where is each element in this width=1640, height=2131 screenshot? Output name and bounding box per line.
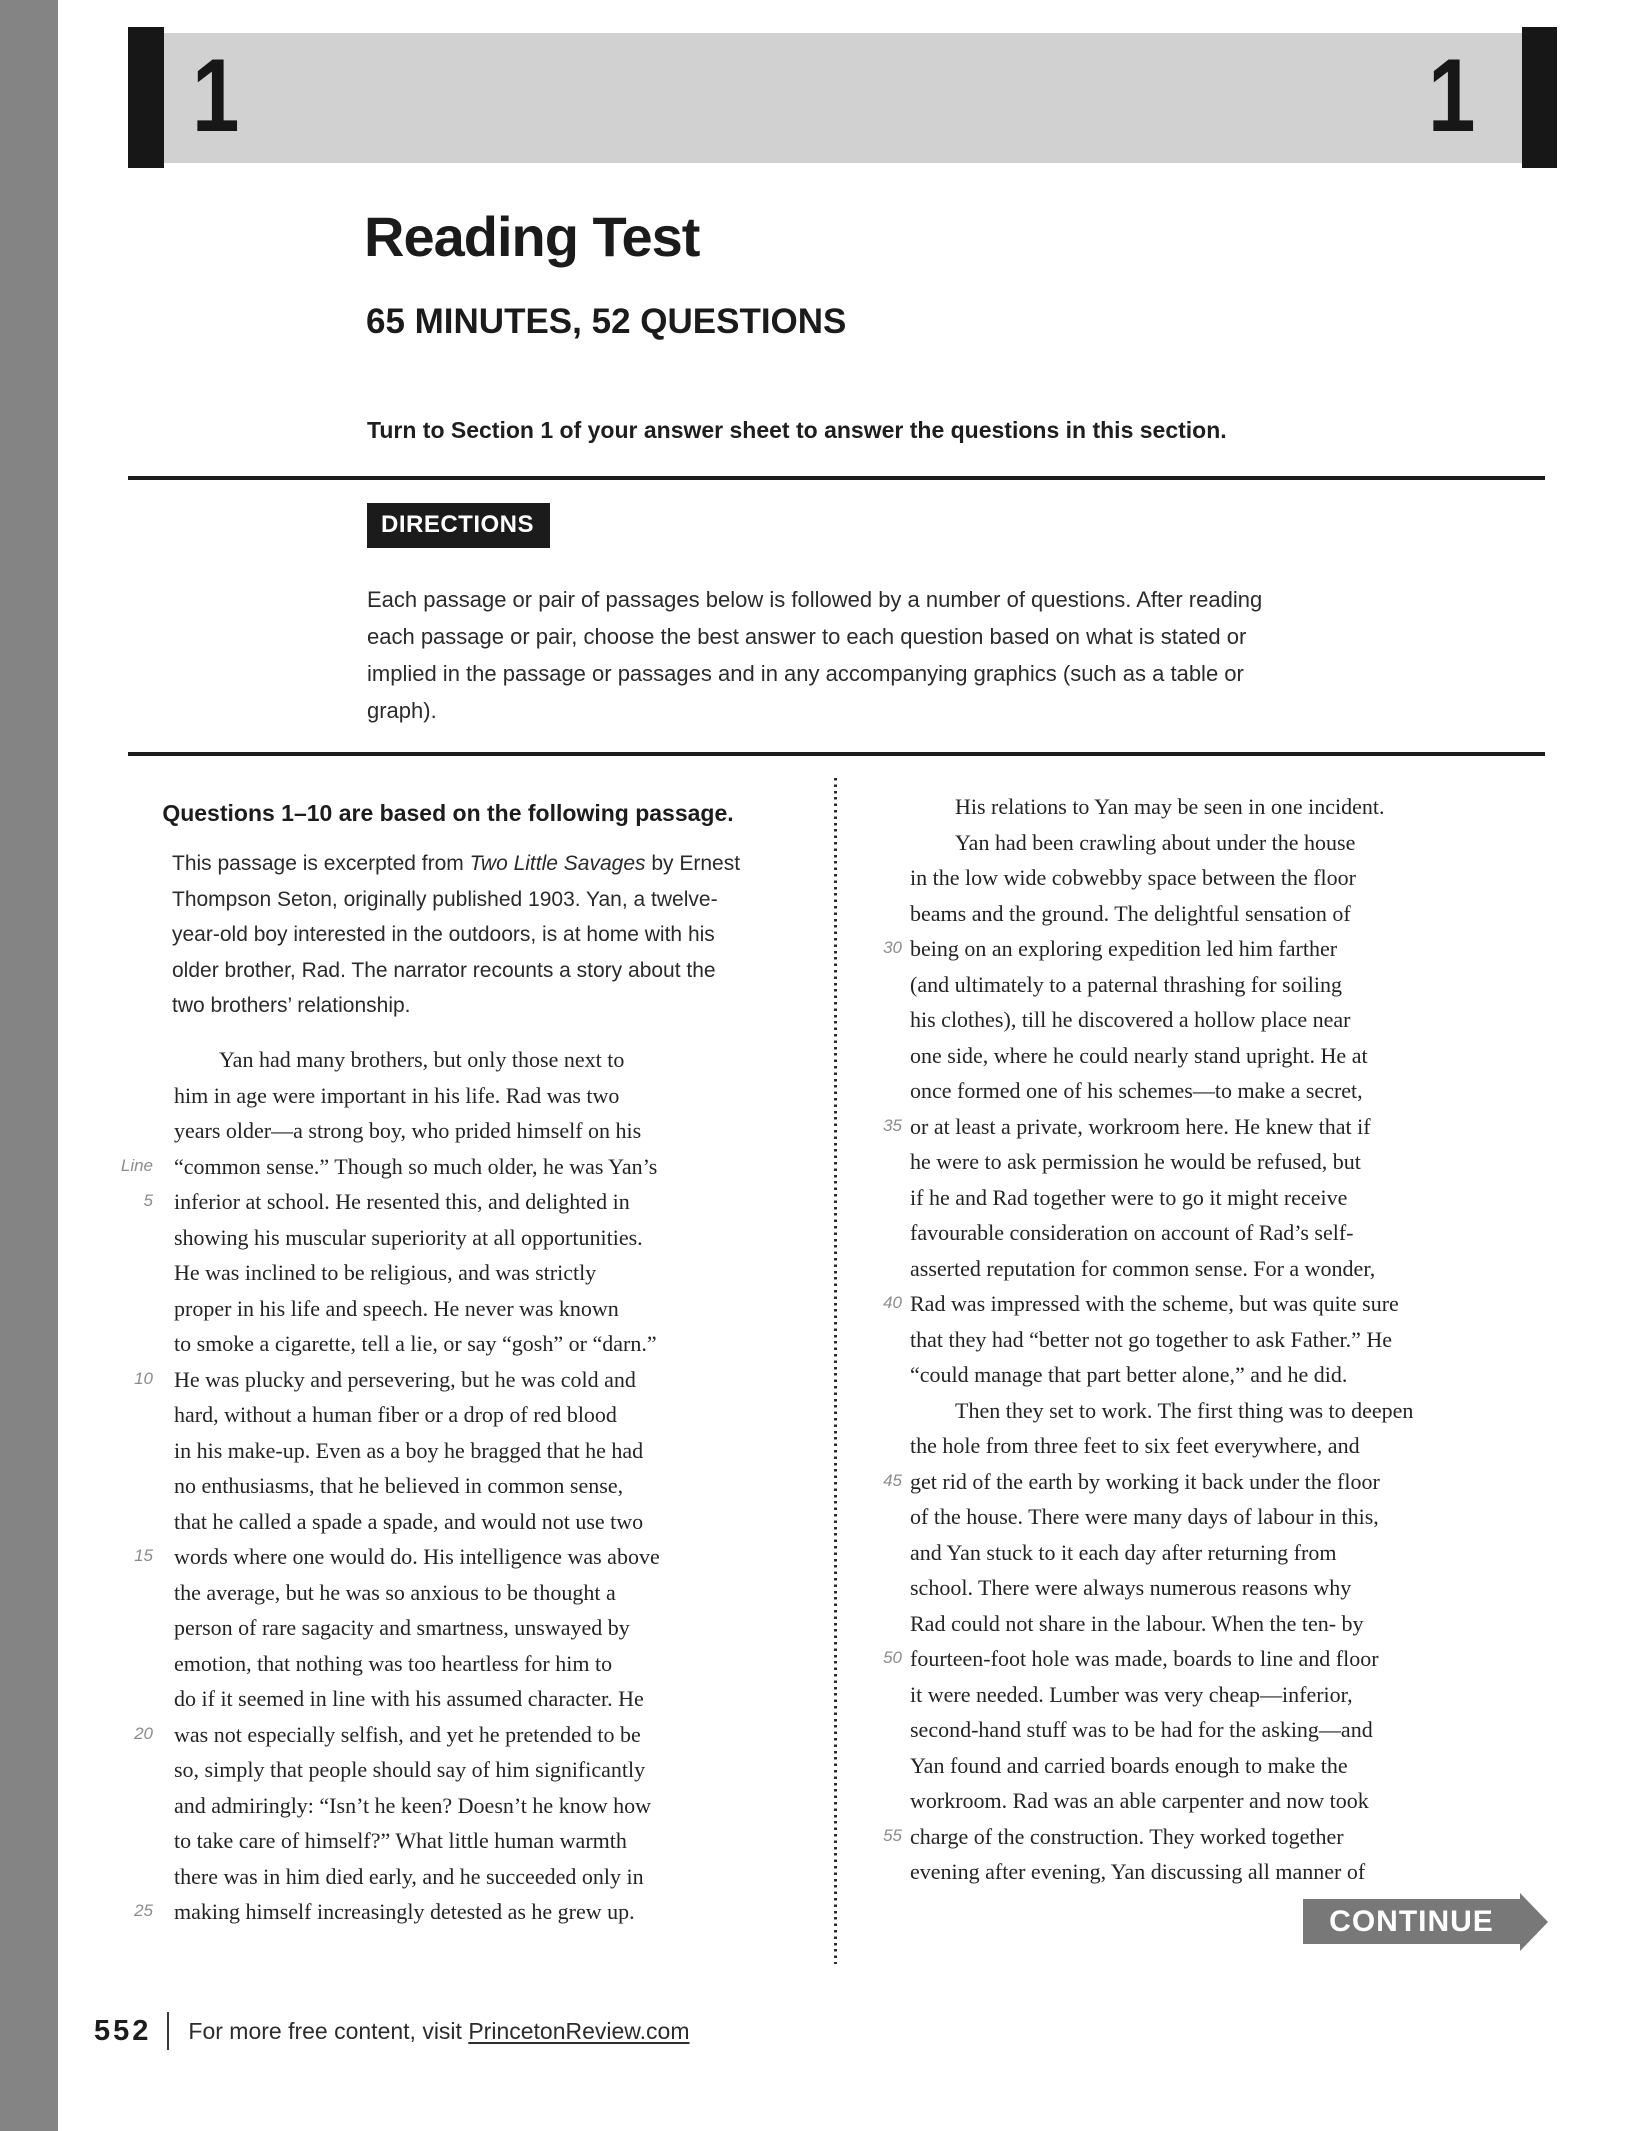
passage-line-row: [850, 1820, 1560, 1856]
line-number: 5: [143, 1191, 153, 1210]
passage-line-text: Rad was impressed with the scheme, but was quite sure: [910, 1291, 1399, 1316]
line-number: 35: [883, 1115, 902, 1135]
test-duration-subtitle: 65 MINUTES, 52 QUESTIONS: [366, 302, 847, 341]
passage-line-text: beams and the ground. The delightful sensation of: [910, 900, 1351, 926]
passage-line-row: [850, 1678, 1560, 1714]
passage-line-text: workroom. Rad was an able carpenter and now took: [910, 1788, 1369, 1813]
passage-line-text: “could manage that part better alone,” and he did.: [910, 1362, 1348, 1387]
passage-line-row: [850, 1110, 1560, 1146]
passage-line-row: [850, 1749, 1560, 1785]
passage-line-text: proper in his life and speech. He never was known: [174, 1295, 619, 1321]
line-number: [118, 1114, 153, 1120]
passage-line-row: [850, 1252, 1560, 1288]
passage-line-row: [118, 1505, 660, 1541]
passage-column-right: [850, 790, 1560, 1891]
line-number: [118, 1434, 153, 1440]
line-number: [118, 1221, 153, 1227]
passage-line-text: so, simply that people should say of him significantly: [174, 1757, 646, 1782]
passage-line-text: do if it seemed in line with his assumed character. He: [174, 1686, 644, 1711]
passage-line-row: [850, 1358, 1560, 1394]
passage-column-left: [118, 800, 790, 1924]
passage-line-row: [850, 1216, 1560, 1252]
passage-line-text: showing his muscular superiority at all opportunities.: [174, 1224, 643, 1250]
section-number-left: 1: [192, 38, 240, 154]
passage-line-text: charge of the construction. They worked together: [910, 1823, 1344, 1849]
line-number: [850, 1074, 902, 1080]
line-number: 45: [883, 1470, 902, 1490]
line-number: [118, 1079, 153, 1085]
passage-line-text: the hole from three feet to six feet everywhere, and: [910, 1433, 1360, 1458]
passage-line-row: [850, 1003, 1560, 1039]
passage-line-row: [118, 1114, 660, 1150]
passage-intro-line: Thompson Seton, originally published 1903. Yan, a twelve-: [172, 887, 718, 911]
line-number: [118, 1292, 153, 1298]
passage-line-text: Yan had been crawling about under the house: [955, 829, 1356, 855]
passage-line-text: or at least a private, workroom here. He knew that if: [910, 1113, 1371, 1139]
line-number: [118, 1505, 153, 1511]
book-title-italic: Two Little Savages: [469, 852, 646, 875]
line-number: [118, 1398, 153, 1404]
passage-line-row: [850, 1607, 1560, 1643]
passage-line-text: making himself increasingly detested as he grew up.: [174, 1899, 635, 1924]
passage-line-text: and admiringly: “Isn’t he keen? Doesn’t he know how: [174, 1792, 651, 1818]
passage-line-text: He was plucky and persevering, but he was cold and: [174, 1366, 636, 1392]
line-number: [118, 1860, 153, 1866]
passage-line-row: [850, 790, 1560, 826]
line-number: [118, 1576, 153, 1582]
passage-line-row: [850, 861, 1560, 897]
passage-line-text: he were to ask permission he would be refused, but: [910, 1149, 1361, 1174]
passage-intro-line: year-old boy interested in the outdoors, is at home with his: [172, 923, 715, 946]
line-number: [118, 1824, 153, 1830]
passage-line-row: [118, 1647, 660, 1683]
passage-lines-right: [850, 790, 1560, 1891]
line-number: [118, 1789, 153, 1795]
passage-line-text: being on an exploring expedition led him farther: [910, 936, 1338, 961]
passage-line-row: [118, 1292, 660, 1328]
passage-line-text: there was in him died early, and he succeeded only in: [174, 1863, 644, 1889]
passage-line-text: words where one would do. His intelligence was above: [174, 1544, 660, 1569]
continue-button[interactable]: [1303, 1899, 1520, 1944]
passage-line-text: person of rare sagacity and smartness, unswayed by: [174, 1615, 630, 1640]
line-number: [850, 790, 902, 796]
line-number: [850, 1039, 902, 1045]
line-number: [118, 1327, 153, 1333]
line-number: Line: [120, 1155, 153, 1175]
footer-text: [188, 2018, 689, 2045]
line-number: [850, 1784, 902, 1790]
line-number: [850, 1145, 902, 1151]
passage-line-text: asserted reputation for common sense. For a wonder,: [910, 1255, 1376, 1281]
line-number: [850, 1216, 902, 1222]
section-number-right: 1: [1428, 38, 1476, 154]
line-number: [850, 1003, 902, 1009]
line-number: 40: [883, 1293, 902, 1312]
divider-rule-bottom: [128, 752, 1545, 756]
passage-line-text: that he called a spade a spade, and would not use two: [174, 1508, 644, 1534]
divider-rule-top: [128, 476, 1545, 480]
passage-line-text: school. There were always numerous reasons why: [910, 1575, 1352, 1600]
passage-line-row: [850, 826, 1560, 862]
passage-line-row: [850, 1323, 1560, 1359]
line-number: [850, 1607, 902, 1613]
passage-line-text: Rad could not share in the labour. When the ten- by: [910, 1610, 1364, 1636]
passage-line-text: his clothes), till he discovered a hollow place near: [910, 1007, 1351, 1032]
passage-line-row: [118, 1398, 660, 1434]
footer-link[interactable]: PrincetonReview.com: [468, 2017, 690, 2044]
line-number: [118, 1611, 153, 1617]
passage-line-text: was not especially selfish, and yet he pretended to be: [174, 1721, 641, 1747]
page-number: 552: [94, 2014, 152, 2047]
passage-line-text: it were needed. Lumber was very cheap—inferior,: [910, 1681, 1353, 1707]
line-number: [850, 1394, 902, 1400]
line-number: 10: [134, 1368, 153, 1388]
intro-text: by Ernest: [645, 852, 741, 875]
passage-line-text: the average, but he was so anxious to be thought a: [174, 1579, 616, 1605]
line-number: [850, 1713, 902, 1719]
passage-line-row: [850, 968, 1560, 1004]
passage-line-text: him in age were important in his life. Rad was two: [174, 1082, 620, 1108]
line-number: [118, 1043, 153, 1049]
line-number: [850, 1678, 902, 1684]
passage-line-row: [118, 1682, 660, 1718]
page-edge-strip: [0, 0, 58, 2131]
passage-line-row: [118, 1043, 660, 1079]
passage-line-text: to take care of himself?” What little human warmth: [174, 1828, 627, 1853]
header-right-black-bar: [1522, 27, 1557, 168]
passage-line-row: [850, 1465, 1560, 1501]
passage-line-row: [118, 1789, 660, 1825]
header-gray-bar: [164, 33, 1524, 163]
directions-line: each passage or pair, choose the best answer to each question based on what is stated or: [367, 624, 1247, 649]
passage-line-text: Yan found and carried boards enough to make the: [910, 1752, 1348, 1778]
passage-intro-line: two brothers’ relationship.: [172, 994, 411, 1017]
passage-line-text: inferior at school. He resented this, and delighted in: [174, 1189, 630, 1214]
passage-line-text: no enthusiasms, that he believed in common sense,: [174, 1473, 624, 1498]
line-number: [850, 826, 902, 832]
passage-line-row: [118, 1185, 660, 1221]
directions-line: implied in the passage or passages and in any accompanying graphics (such as a table or: [367, 661, 1244, 686]
line-number: [850, 1181, 902, 1187]
passage-line-row: [118, 1079, 660, 1115]
line-number: 30: [883, 938, 902, 957]
line-number: 55: [883, 1825, 902, 1845]
passage-line-row: [118, 1753, 660, 1789]
passage-line-text: of the house. There were many days of labour in this,: [910, 1504, 1379, 1529]
passage-line-row: [118, 1540, 660, 1576]
passage-line-row: [850, 1536, 1560, 1572]
passage-line-row: [118, 1434, 660, 1470]
passage-line-row: [850, 1500, 1560, 1536]
line-number: [850, 968, 902, 974]
passage-line-text: and Yan stuck to it each day after returning from: [910, 1539, 1337, 1565]
passage-line-text: Yan had many brothers, but only those next to: [219, 1047, 625, 1072]
line-number: [118, 1469, 153, 1475]
passage-line-text: if he and Rad together were to go it might receive: [910, 1184, 1348, 1210]
passage-line-row: [118, 1469, 660, 1505]
page-footer: [94, 2012, 689, 2050]
directions-line: graph).: [367, 698, 437, 723]
passage-line-row: [850, 1429, 1560, 1465]
passage-line-row: [850, 1287, 1560, 1323]
line-number: [850, 1252, 902, 1258]
passage-line-text: one side, where he could nearly stand upright. He at: [910, 1042, 1368, 1068]
passage-line-row: [850, 1394, 1560, 1430]
passage-line-row: [118, 1860, 660, 1896]
footer-divider: [167, 2012, 169, 2050]
passage-line-row: [118, 1895, 660, 1931]
passage-line-text: Then they set to work. The first thing was to deepen: [955, 1397, 1414, 1423]
passage-line-row: [850, 1039, 1560, 1075]
page-title: Reading Test: [364, 205, 700, 268]
footer-text-label: For more free content, visit: [188, 2017, 469, 2044]
intro-text: This passage is excerpted from: [172, 852, 470, 875]
line-number: 25: [134, 1901, 153, 1920]
passage-line-row: [118, 1611, 660, 1647]
passage-line-row: [118, 1221, 660, 1257]
passage-line-row: [850, 1181, 1560, 1217]
line-number: [850, 1749, 902, 1755]
passage-line-text: in his make-up. Even as a boy he bragged that he had: [174, 1437, 644, 1463]
line-number: [850, 1536, 902, 1542]
line-number: [850, 1500, 902, 1506]
passage-line-row: [118, 1327, 660, 1363]
line-number: [850, 1855, 902, 1861]
passage-heading: Questions 1–10 are based on the following passage.: [162, 800, 734, 826]
passage-line-row: [118, 1718, 660, 1754]
passage-line-text: evening after evening, Yan discussing all manner of: [910, 1859, 1366, 1884]
passage-line-text: years older—a strong boy, who prided himself on his: [174, 1118, 642, 1143]
directions-label: DIRECTIONS: [367, 503, 550, 548]
line-number: 50: [883, 1648, 902, 1667]
passage-line-row: [118, 1256, 660, 1292]
passage-lines-left: [118, 1043, 660, 1931]
continue-arrow-icon: [1520, 1893, 1548, 1951]
passage-intro-line: [172, 846, 740, 882]
directions-text: [367, 581, 1262, 729]
continue-label: CONTINUE: [1329, 1904, 1494, 1938]
line-number: [850, 897, 902, 903]
passage-line-text: second-hand stuff was to be had for the asking—and: [910, 1717, 1373, 1742]
passage-line-text: in the low wide cobwebby space between the floor: [910, 865, 1356, 890]
line-number: [850, 1429, 902, 1435]
passage-line-text: fourteen-foot hole was made, boards to line and floor: [910, 1646, 1379, 1671]
line-number: [850, 1323, 902, 1329]
passage-line-text: “common sense.” Though so much older, he was Yan’s: [174, 1153, 658, 1179]
line-number: [118, 1682, 153, 1688]
turn-to-instruction: Turn to Section 1 of your answer sheet to answer the questions in this section.: [367, 417, 1227, 443]
passage-line-row: [850, 1074, 1560, 1110]
passage-line-row: [118, 1824, 660, 1860]
passage-line-text: to smoke a cigarette, tell a lie, or say “gosh” or “darn.”: [174, 1331, 657, 1356]
line-number: [850, 1358, 902, 1364]
passage-line-text: get rid of the earth by working it back under the floor: [910, 1468, 1380, 1494]
passage-line-text: His relations to Yan may be seen in one incident.: [955, 794, 1385, 819]
passage-line-row: [850, 1784, 1560, 1820]
passage-intro: [172, 846, 740, 1024]
passage-line-row: [850, 1855, 1560, 1891]
line-number: [850, 1571, 902, 1577]
column-divider-dotted: [834, 778, 837, 1964]
passage-line-row: [850, 897, 1560, 933]
line-number: [850, 861, 902, 867]
passage-line-row: [850, 932, 1560, 968]
passage-line-text: He was inclined to be religious, and was strictly: [174, 1260, 597, 1285]
directions-line: Each passage or pair of passages below is followed by a number of questions. After reading: [367, 587, 1263, 612]
line-number: [118, 1256, 153, 1262]
header-left-black-bar: [128, 27, 164, 168]
line-number: 20: [134, 1723, 153, 1743]
line-number: 15: [134, 1546, 153, 1565]
passage-line-row: [118, 1150, 660, 1186]
passage-line-text: emotion, that nothing was too heartless for him to: [174, 1650, 613, 1676]
passage-line-row: [850, 1571, 1560, 1607]
passage-line-row: [118, 1363, 660, 1399]
passage-line-text: hard, without a human fiber or a drop of red blood: [174, 1402, 617, 1427]
line-number: [118, 1647, 153, 1653]
passage-line-row: [850, 1713, 1560, 1749]
passage-intro-line: older brother, Rad. The narrator recounts a story about the: [172, 958, 716, 982]
passage-line-row: [850, 1145, 1560, 1181]
passage-line-text: favourable consideration on account of Rad’s self-: [910, 1220, 1354, 1245]
passage-line-row: [118, 1576, 660, 1612]
passage-line-text: (and ultimately to a paternal thrashing for soiling: [910, 971, 1342, 997]
passage-line-text: once formed one of his schemes—to make a secret,: [910, 1078, 1363, 1103]
passage-line-row: [850, 1642, 1560, 1678]
passage-line-text: that they had “better not go together to ask Father.” He: [910, 1326, 1393, 1352]
line-number: [118, 1753, 153, 1759]
